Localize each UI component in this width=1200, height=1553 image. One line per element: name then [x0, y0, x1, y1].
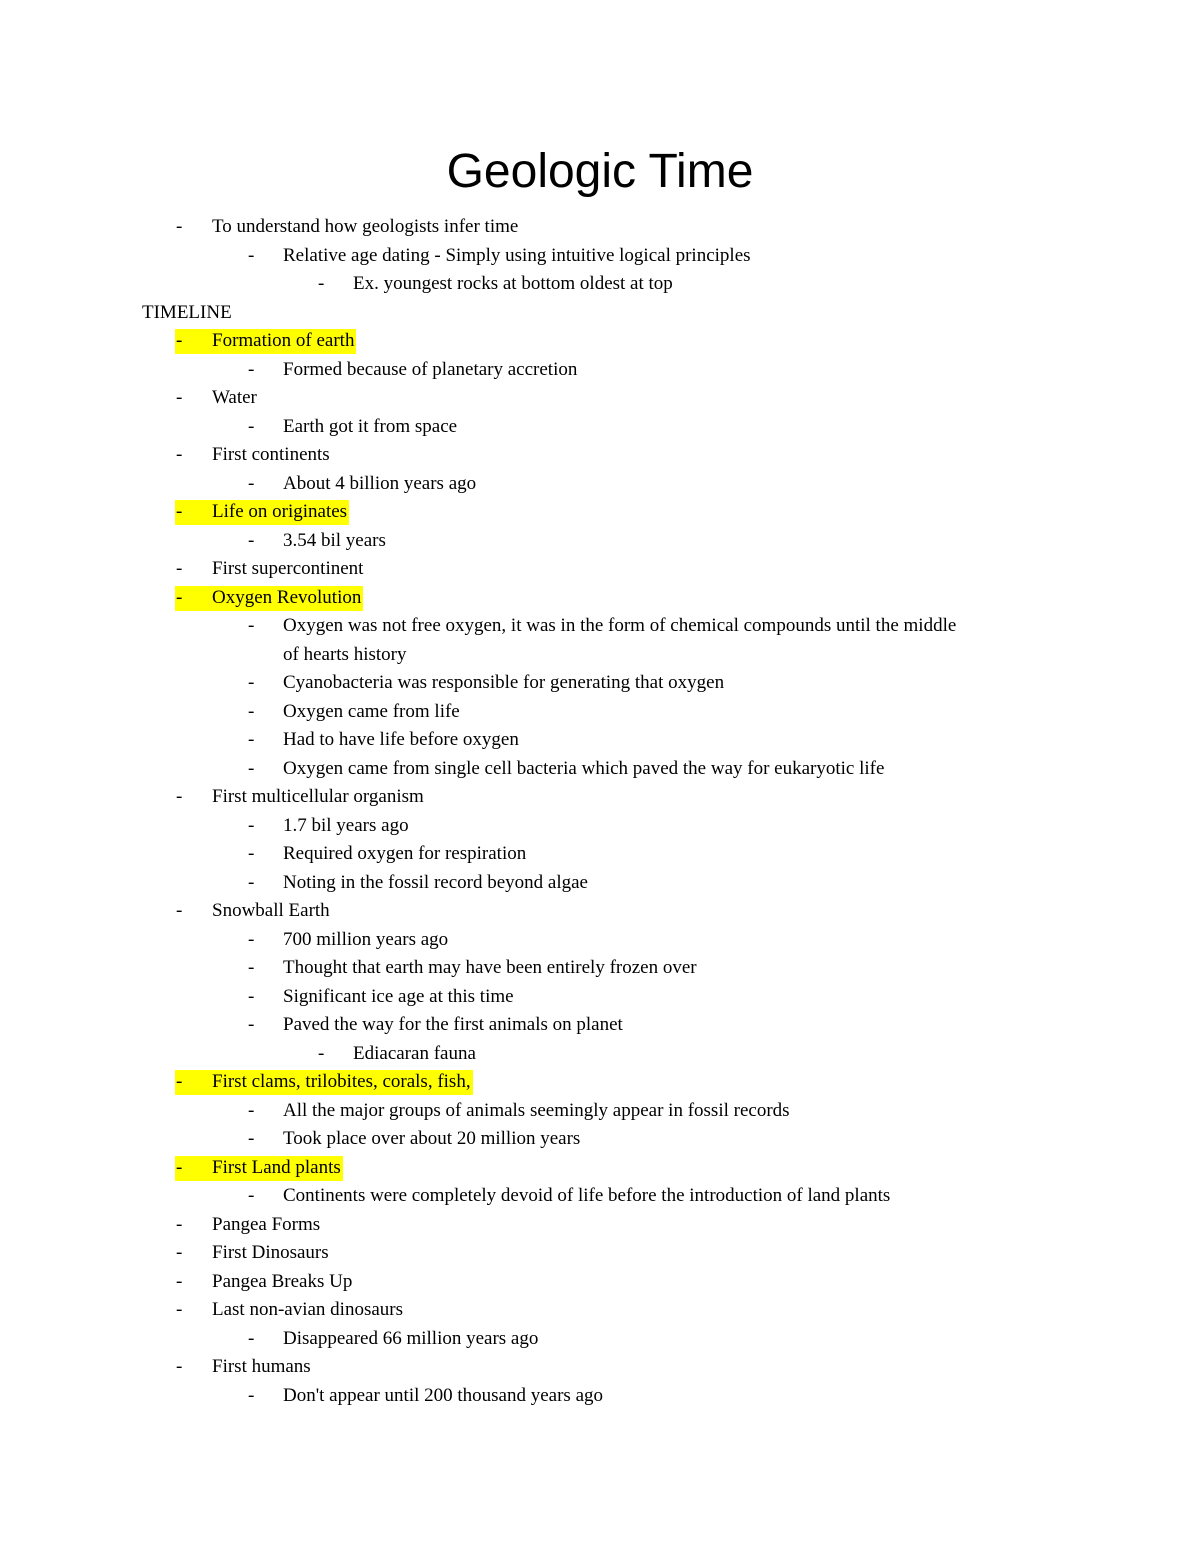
outline-item-text: Required oxygen for respiration: [283, 843, 527, 864]
outline-item: [0, 213, 1200, 242]
bullet-dash: -: [248, 615, 255, 636]
bullet-dash: -: [248, 472, 255, 494]
bullet-dash: -: [176, 1270, 183, 1292]
bullet-dash: -: [176, 444, 183, 465]
outline-item-text: 700 million years ago: [283, 928, 449, 950]
outline-item: [0, 1353, 1200, 1382]
outline-item: [0, 755, 1200, 784]
outline-item-text: First humans: [212, 1356, 311, 1377]
bullet-dash: -: [248, 1014, 255, 1035]
bullet-dash: -: [176, 786, 183, 807]
outline-item-text: Paved the way for the first animals on planet: [283, 1014, 623, 1035]
outline-item: [0, 869, 1200, 898]
outline-item-text: Ediacaran fauna: [353, 1042, 476, 1064]
outline-item: [0, 1239, 1200, 1268]
outline-item: [0, 897, 1200, 926]
outline-item: [0, 441, 1200, 470]
outline-item: [0, 783, 1200, 812]
outline-item: [0, 1325, 1200, 1354]
outline-item: [0, 1154, 1200, 1183]
bullet-dash: -: [176, 1242, 183, 1263]
bullet-dash: -: [248, 700, 255, 722]
outline-item: [0, 270, 1200, 299]
outline-item: [0, 1097, 1200, 1126]
bullet-dash: -: [176, 387, 183, 408]
bullet-dash: -: [318, 1042, 325, 1064]
bullet-dash: -: [176, 1213, 183, 1235]
outline-item-text: First Dinosaurs: [212, 1242, 329, 1263]
outline-item-text: Cyanobacteria was responsible for generating that oxygen: [283, 672, 725, 693]
outline-item-text: Oxygen came from life: [283, 700, 460, 722]
outline-item-text: Life on originates: [212, 501, 348, 522]
outline-item: [0, 926, 1200, 955]
outline-item-text: Had to have life before oxygen: [283, 729, 519, 750]
outline-item: [0, 983, 1200, 1012]
outline-item: [0, 812, 1200, 841]
bullet-dash: -: [176, 330, 183, 351]
outline-item: [0, 1382, 1200, 1411]
outline-item-text: Formation of earth: [212, 330, 355, 351]
outline-item-text: First multicellular organism: [212, 786, 424, 807]
bullet-dash: -: [176, 1356, 183, 1377]
outline-item-text: Oxygen Revolution: [212, 586, 362, 608]
bullet-dash: -: [176, 1299, 183, 1320]
outline-item-text: 1.7 bil years ago: [283, 814, 409, 836]
outline-item: [0, 1211, 1200, 1240]
outline-item: [0, 384, 1200, 413]
outline-item: [0, 356, 1200, 385]
outline-item-text: Last non-avian dinosaurs: [212, 1299, 404, 1320]
outline-item-text: Formed because of planetary accretion: [283, 358, 578, 380]
outline-item: [0, 527, 1200, 556]
bullet-dash: -: [248, 985, 255, 1007]
bullet-dash: -: [248, 244, 255, 266]
page-title: Geologic Time: [446, 145, 754, 198]
outline-item: [0, 641, 1200, 670]
bullet-dash: -: [248, 814, 255, 836]
bullet-dash: -: [176, 1071, 183, 1092]
outline-item: [0, 1296, 1200, 1325]
outline-item: [0, 954, 1200, 983]
outline-item-text: Noting in the fossil record beyond algae: [283, 871, 588, 893]
outline-item: [0, 498, 1200, 527]
outline-item: [0, 413, 1200, 442]
outline-item-text: Snowball Earth: [212, 900, 330, 921]
outline-item: [0, 327, 1200, 356]
bullet-dash: -: [176, 501, 183, 522]
outline-item-text: Pangea Breaks Up: [212, 1270, 353, 1292]
bullet-dash: -: [248, 1327, 255, 1349]
bullet-dash: -: [248, 672, 255, 693]
outline-item-text: Thought that earth may have been entirely frozen over: [283, 957, 697, 978]
outline-item-text: Relative age dating - Simply using intuitive logical principles: [283, 244, 751, 266]
outline-item: [0, 1040, 1200, 1069]
bullet-dash: -: [318, 273, 325, 294]
outline-item-text: Ex. youngest rocks at bottom oldest at top: [353, 273, 673, 294]
outline-item-text: Pangea Forms: [212, 1213, 321, 1235]
outline-item-text: TIMELINE: [142, 301, 232, 323]
bullet-dash: -: [176, 558, 183, 579]
outline-item-text: All the major groups of animals seemingly appear in fossil records: [283, 1099, 790, 1121]
bullet-dash: -: [176, 586, 183, 608]
bullet-dash: -: [176, 216, 183, 237]
bullet-dash: -: [248, 843, 255, 864]
outline-item: [0, 470, 1200, 499]
outline-item-text: First continents: [212, 444, 330, 465]
bullet-dash: -: [248, 529, 255, 551]
bullet-dash: -: [248, 1099, 255, 1121]
outline-item: [0, 840, 1200, 869]
bullet-dash: -: [248, 415, 255, 437]
bullet-dash: -: [176, 900, 183, 921]
bullet-dash: -: [248, 757, 255, 779]
bullet-dash: -: [248, 729, 255, 750]
outline-item-text: About 4 billion years ago: [283, 472, 477, 494]
outline-item: [0, 1125, 1200, 1154]
outline-item: [0, 584, 1200, 613]
outline-item-text: Continents were completely devoid of life before the introduction of land plants: [283, 1185, 891, 1206]
outline-item: [0, 242, 1200, 271]
bullet-dash: -: [248, 1185, 255, 1206]
outline-item-text: Don't appear until 200 thousand years ago: [283, 1384, 604, 1406]
outline-item: [0, 1268, 1200, 1297]
outline-item-text: First supercontinent: [212, 558, 364, 579]
outline-item-text: To understand how geologists infer time: [212, 216, 519, 237]
bullet-dash: -: [176, 1156, 183, 1178]
bullet-dash: -: [248, 957, 255, 978]
outline-item-text: First clams, trilobites, corals, fish,: [212, 1071, 471, 1092]
section-heading: [0, 299, 1200, 328]
bullet-dash: -: [248, 1128, 255, 1149]
outline-item: [0, 726, 1200, 755]
bullet-dash: -: [248, 358, 255, 380]
outline-item-text: Earth got it from space: [283, 415, 458, 437]
outline-item: [0, 698, 1200, 727]
outline-item: [0, 669, 1200, 698]
outline-item-text: Oxygen came from single cell bacteria which paved the way for eukaryotic life: [283, 757, 885, 779]
outline-item-text: of hearts history: [283, 643, 407, 665]
outline-item: [0, 612, 1200, 641]
outline-item-text: Significant ice age at this time: [283, 985, 514, 1007]
outline-item-text: 3.54 bil years: [283, 529, 386, 551]
outline-item-text: Oxygen was not free oxygen, it was in the form of chemical compounds until the middle: [283, 615, 957, 636]
outline-item-text: Disappeared 66 million years ago: [283, 1327, 539, 1349]
bullet-dash: -: [248, 928, 255, 950]
outline-item: [0, 1011, 1200, 1040]
outline-item: [0, 1068, 1200, 1097]
bullet-dash: -: [248, 871, 255, 893]
outline-item-text: Took place over about 20 million years: [283, 1128, 581, 1149]
bullet-dash: -: [248, 1384, 255, 1406]
document-body: [0, 213, 1200, 1410]
outline-item-text: Water: [212, 387, 257, 408]
outline-item: [0, 1182, 1200, 1211]
outline-item: [0, 555, 1200, 584]
outline-item-text: First Land plants: [212, 1156, 341, 1178]
